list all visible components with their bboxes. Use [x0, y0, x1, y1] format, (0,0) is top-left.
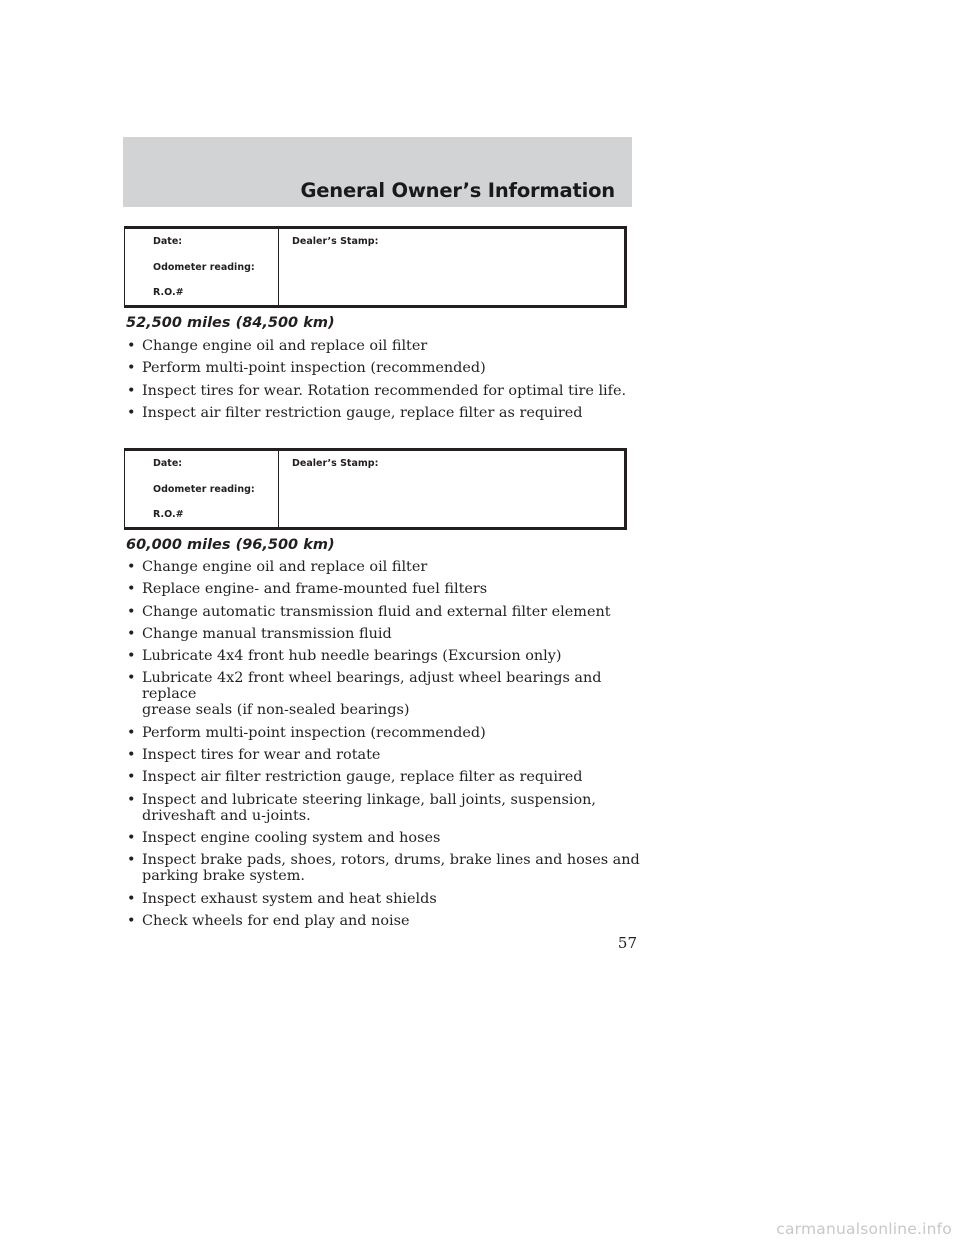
list-item	[126, 559, 646, 575]
bullet-icon: •	[127, 404, 136, 421]
bullet-icon: •	[127, 338, 136, 354]
maintenance-list	[126, 338, 646, 427]
odometer-label: Odometer reading:	[153, 484, 255, 495]
list-item-text: Inspect exhaust system and heat shields	[142, 890, 437, 907]
list-item	[126, 891, 646, 907]
bullet-icon: •	[127, 382, 136, 399]
list-item-text: Inspect tires for wear. Rotation recommended for optimal tire life.	[142, 382, 627, 399]
odometer-label: Odometer reading:	[153, 262, 255, 273]
list-item	[126, 747, 646, 763]
list-item	[126, 792, 646, 824]
bullet-icon: •	[127, 724, 136, 741]
bullet-icon: •	[127, 769, 136, 786]
header-band	[123, 137, 632, 207]
bullet-icon: •	[127, 829, 136, 846]
list-item	[126, 338, 646, 354]
list-item	[126, 769, 646, 785]
list-item	[126, 626, 646, 642]
bullet-icon: •	[127, 603, 136, 620]
list-item-text: Inspect air filter restriction gauge, replace filter as required	[142, 404, 583, 421]
list-item	[126, 604, 646, 620]
list-item-text: Perform multi-point inspection (recommended)	[142, 724, 486, 741]
bullet-icon: •	[127, 912, 136, 929]
bullet-icon: •	[127, 625, 136, 642]
list-item	[126, 725, 646, 741]
ro-label: R.O.#	[153, 509, 184, 520]
bullet-icon: •	[127, 360, 136, 377]
bullet-icon: •	[127, 791, 136, 808]
list-item-text: Inspect engine cooling system and hoses	[142, 829, 441, 846]
page-number: 57	[617, 934, 637, 952]
section-heading: 52,500 miles (84,500 km)	[126, 315, 335, 331]
service-record-box	[124, 226, 627, 308]
list-item-text: Perform multi-point inspection (recommended)	[142, 360, 486, 377]
list-item	[126, 360, 646, 376]
ro-label: R.O.#	[153, 287, 184, 298]
list-item-text: Inspect tires for wear and rotate	[142, 747, 381, 764]
bullet-icon: •	[127, 670, 136, 687]
watermark: carmanualsonline.info	[776, 1220, 952, 1238]
list-item-text: Inspect brake pads, shoes, rotors, drums, brake lines and hoses and parking brake system.	[142, 852, 640, 885]
page-header-title: General Owner’s Information	[300, 179, 615, 202]
list-item	[126, 913, 646, 929]
list-item	[126, 830, 646, 846]
dealer-stamp-label: Dealer’s Stamp:	[292, 458, 379, 469]
list-item-text: Change automatic transmission fluid and external filter element	[142, 603, 611, 620]
list-item-text: Inspect and lubricate steering linkage, ball joints, suspension, driveshaft and u-joints.	[142, 791, 596, 824]
bullet-icon: •	[127, 581, 136, 598]
list-item-text: Check wheels for end play and noise	[142, 912, 410, 929]
bullet-icon: •	[127, 648, 136, 665]
list-item-text: Inspect air filter restriction gauge, replace filter as required	[142, 769, 583, 786]
maintenance-list	[126, 559, 646, 935]
list-item-text: Lubricate 4x4 front hub needle bearings (Excursion only)	[142, 648, 562, 665]
list-item-text: Lubricate 4x2 front wheel bearings, adjust wheel bearings and replace grease seals (if non-sealed bearings)	[142, 670, 602, 719]
list-item	[126, 405, 646, 421]
bullet-icon: •	[127, 747, 136, 764]
bullet-icon: •	[127, 890, 136, 907]
date-label: Date:	[153, 236, 183, 247]
list-item	[126, 383, 646, 399]
stamp-divider	[278, 451, 279, 527]
section-heading: 60,000 miles (96,500 km)	[126, 537, 335, 553]
bullet-icon: •	[127, 852, 136, 869]
list-item	[126, 648, 646, 664]
dealer-stamp-label: Dealer’s Stamp:	[292, 236, 379, 247]
list-item	[126, 581, 646, 597]
list-item-text: Change engine oil and replace oil filter	[142, 559, 428, 575]
list-item-text: Change manual transmission fluid	[142, 625, 392, 642]
list-item-text: Replace engine- and frame-mounted fuel filters	[142, 581, 488, 598]
service-record-box	[124, 448, 627, 530]
list-item-text: Change engine oil and replace oil filter	[142, 338, 428, 354]
stamp-divider	[278, 229, 279, 305]
list-item	[126, 852, 646, 884]
bullet-icon: •	[127, 559, 136, 575]
list-item	[126, 670, 646, 718]
date-label: Date:	[153, 458, 183, 469]
